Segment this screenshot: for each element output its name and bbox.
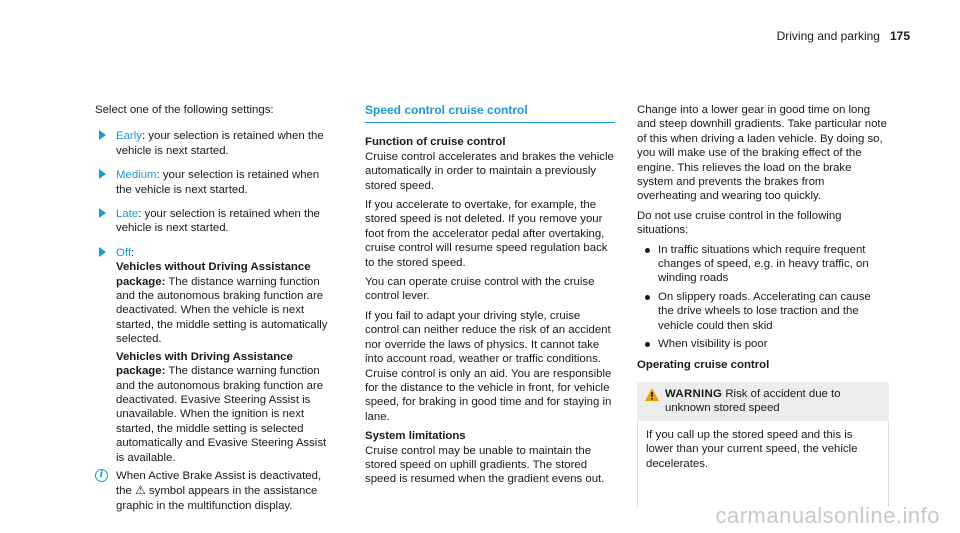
off-with-package bbox=[116, 350, 335, 465]
list-item bbox=[637, 337, 887, 351]
column-left bbox=[95, 103, 335, 513]
option-early bbox=[95, 129, 335, 158]
function-text: Cruise control accelerates and brakes the vehicle automatically in order to maintain a previously stored speed. bbox=[365, 150, 614, 192]
list-item-text: In traffic situations which require frequent changes of speed, e.g. in heavy traffic, on winding roads bbox=[658, 243, 869, 285]
section-title: Speed control cruise control bbox=[365, 103, 615, 123]
option-text: : bbox=[130, 246, 135, 259]
off-with-heading: Vehicles with Driving Assistance package: bbox=[116, 350, 293, 378]
limitations-heading: System limitations bbox=[365, 430, 466, 443]
warning-box bbox=[637, 382, 889, 507]
warning-label: WARNING bbox=[665, 387, 723, 400]
column-middle bbox=[365, 103, 615, 492]
warning-header bbox=[637, 382, 889, 421]
list-item-text: When visibility is poor bbox=[658, 338, 768, 351]
option-off bbox=[95, 246, 335, 465]
off-without-text: The distance warning function and the autonomous braking function are deactivated. When the vehicle is next started, the middle setting is automatically selected. bbox=[116, 275, 328, 346]
option-text: : your selection is retained when the vehicle is next started. bbox=[116, 169, 320, 196]
bullet-dot bbox=[645, 295, 650, 300]
info-note bbox=[95, 469, 335, 513]
note-text-before: When Active Brake Assist is deactivated, the bbox=[116, 469, 322, 498]
downhill-paragraph: Change into a lower gear in good time on long and steep downhill gradients. Take particular note of this when driving a laden vehicle. By doing so, you will make use of the braking effect of the engine. This relieves the load on the brake system and prevents the brakes from overheating and wearing too quickly. bbox=[637, 104, 887, 203]
arrow-icon bbox=[99, 169, 106, 179]
brake-assist-symbol-icon: ⚠ bbox=[135, 483, 146, 498]
column-right bbox=[637, 103, 887, 507]
option-late bbox=[95, 207, 335, 236]
list-item bbox=[637, 243, 887, 286]
function-heading: Function of cruise control bbox=[365, 136, 506, 149]
info-icon: i bbox=[95, 469, 108, 482]
warning-text: If you call up the stored speed and this is lower than your current speed, the vehicle decelerates. bbox=[646, 428, 858, 470]
bullet-dot bbox=[645, 342, 650, 347]
list-item-text: On slippery roads. Accelerating can cause the drive wheels to lose traction and the vehicle could then skid bbox=[658, 290, 871, 332]
limitations-text: Cruise control may be unable to maintain the stored speed on uphill gradients. The stored speed is resumed when the gradient evens out. bbox=[365, 444, 605, 486]
option-label: Off bbox=[116, 246, 131, 259]
option-text: : your selection is retained when the vehicle is next started. bbox=[116, 130, 324, 157]
off-without-package bbox=[116, 260, 335, 346]
arrow-icon bbox=[99, 247, 106, 257]
operating-heading: Operating cruise control bbox=[637, 358, 770, 371]
watermark: carmanualsonline.info bbox=[715, 502, 940, 528]
settings-intro: Select one of the following settings: bbox=[95, 104, 274, 116]
warning-triangle-icon bbox=[645, 388, 659, 401]
note-text-after: symbol appears in the assistance graphic in the multifunction display. bbox=[116, 485, 318, 512]
list-item bbox=[637, 290, 887, 333]
situations-list bbox=[637, 243, 887, 352]
option-medium bbox=[95, 168, 335, 197]
responsibility-paragraph: If you fail to adapt your driving style, cruise control can neither reduce the risk of an accident nor override the laws of physics. It cannot take into account road, weather or traffic conditions. Cruise control is only an aid. You are responsible for the distance to the vehicle in front, for vehicle speed, for braking in good time and for staying in lane. bbox=[365, 309, 612, 423]
overtake-paragraph: If you accelerate to overtake, for example, the stored speed is not deleted. If you remove your foot from the accelerator pedal after overtaking, cruise control will resume speed regulation back to the stored speed. bbox=[365, 199, 608, 269]
bullet-dot bbox=[645, 248, 650, 253]
off-without-heading: Vehicles without Driving Assistance package: bbox=[116, 261, 311, 288]
warning-title: Risk of accident due to unknown stored speed bbox=[665, 387, 841, 415]
option-label: Early bbox=[116, 130, 142, 143]
off-with-text: The distance warning function and the autonomous braking function are deactivated. Evasive Steering Assist is unavailable. When the ignition is next started, the middle setting is selected automatically and Evasive Steering Assist is available. bbox=[116, 365, 327, 464]
situations-intro: Do not use cruise control in the following situations: bbox=[637, 209, 842, 237]
option-text: : your selection is retained when the vehicle is next started. bbox=[116, 208, 320, 235]
header-section-title: Driving and parking bbox=[776, 29, 880, 43]
option-label: Late bbox=[116, 208, 139, 221]
arrow-icon bbox=[99, 130, 106, 140]
warning-body bbox=[637, 421, 889, 507]
lever-paragraph: You can operate cruise control with the cruise control lever. bbox=[365, 276, 595, 303]
warning-heading-text bbox=[665, 387, 881, 416]
option-label: Medium bbox=[116, 169, 157, 182]
page-header bbox=[777, 29, 910, 43]
page-number: 175 bbox=[889, 29, 910, 43]
arrow-icon bbox=[99, 208, 106, 218]
